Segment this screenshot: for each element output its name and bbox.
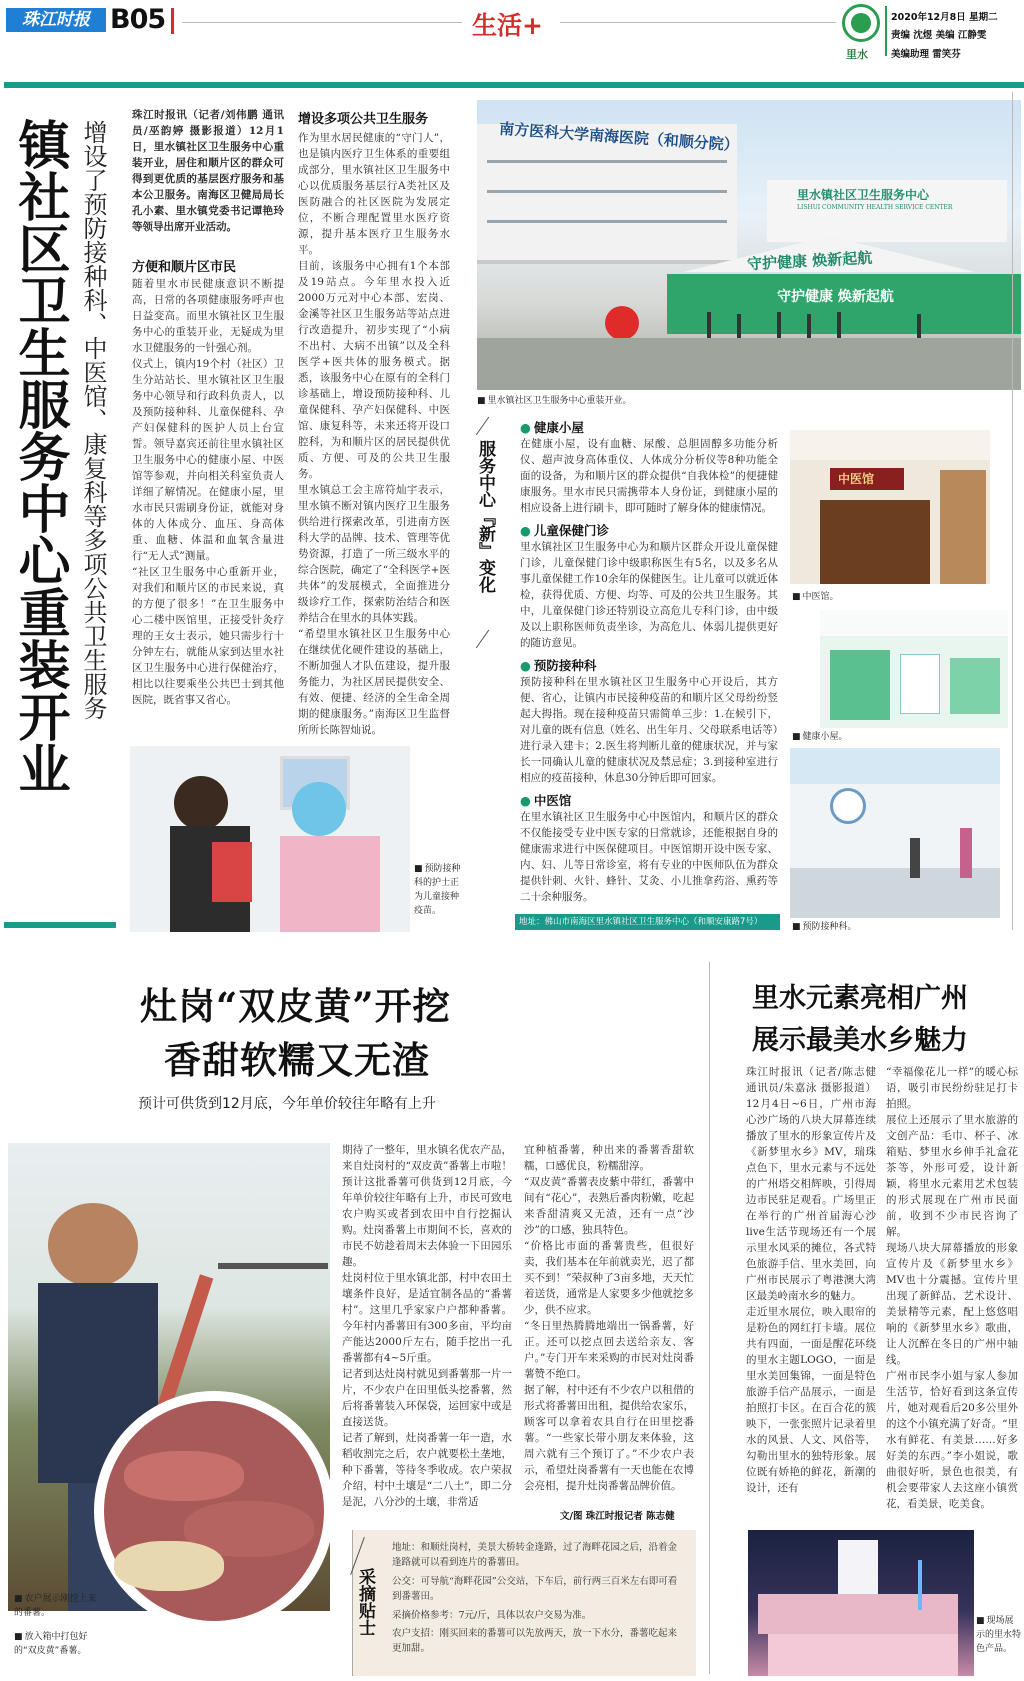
story1-subhead-2: 增设多项公共卫生服务: [298, 112, 429, 127]
page-number: B05: [110, 4, 166, 35]
newspaper-logo: [6, 8, 106, 32]
issue-date: 2020年12月8日 星期二: [891, 12, 998, 23]
service-center-vertical-label: 服务中心『新』变化: [475, 440, 495, 593]
story1-top-rule: [4, 82, 1024, 88]
story2-story3-divider: [709, 962, 710, 1674]
vertical-label-mark-top: [476, 417, 489, 436]
tips-price: 采摘价格参考：7元/斤，具体以农户交易为准。: [392, 1610, 592, 1621]
item-body-child-clinic: 里水镇社区卫生服务中心为和顺片区群众开设儿童保健门诊，儿童保健门诊中级职称医生有5名，以及多名从事儿童保健工作10余年的保健医生。让儿童可以就近体检，获得优质、方便、均等、可及的公共卫生服务。其中，儿童保健门诊还特别设立高危儿专科门诊，由中级及以上职称医师负责坐诊，为高危儿、体弱儿提供更好的随访意见。: [520, 541, 778, 649]
item-title-health-house: ● 健康小屋: [520, 418, 584, 436]
story1-main-photo-caption: ■ 里水镇社区卫生服务中心重装开业。: [477, 394, 632, 408]
story1-right-border: [1012, 92, 1013, 930]
item-title-vaccination: ● 预防接种科: [520, 656, 596, 674]
header-rule-left: [182, 22, 462, 23]
story2-byline: 文/图 珠江时报记者 陈志健: [560, 1511, 675, 1522]
tcm-hall-caption: ■ 中医馆。: [792, 590, 839, 604]
guangzhou-booth-caption: ■ 现场展示的里水特色产品。: [976, 1614, 1022, 1656]
picking-tips-label: 采摘贴士: [355, 1568, 375, 1636]
section-title: 生活+: [472, 11, 543, 40]
story1-subheadline: 增设了预防接种科、中医馆、康复科等多项公共卫生服务: [79, 120, 107, 720]
item-body-vaccination: 预防接种科在里水镇社区卫生服务中心开设后，其方便、省心，让镇内市民接种疫苗的和顺片区父母纷纷竖起大拇指。现在接种疫苗只需简单三步：1.在候引下，对儿童的既有信息（姓名、出生年月、父母联系电话等）进行录入建卡；2.医生将判断儿童的健康状况，并与家长一同确认儿童的健康状况及禁忌症；3.到接种室进行相应的疫苗接种，休息30分钟后即可回家。: [520, 676, 778, 784]
address-text: 地址：佛山市南海区里水镇社区卫生服务中心（和顺安康路7号）: [519, 917, 763, 927]
brand-divider: [885, 6, 887, 56]
header-divider: [171, 8, 174, 34]
story3-headline-line1: 里水元素亮相广州: [752, 983, 968, 1014]
item-body-tcm: 在里水镇社区卫生服务中心中医馆内，和顺片区的群众不仅能接受专业中医专家的日常就诊，还能根据自身的健康需求进行中医保健项目。中医馆期开设中医专家、内、妇、儿等日常诊室，将有专业的中医师队伍为群众提供针刺、火针、蜂针、艾灸、小儿推拿药浴、熏药等二十余种服务。: [520, 811, 778, 903]
story3-col1-body: 珠江时报讯（记者/陈志健 通讯员/朱嘉泳 摄影报道）12月4日~6日，广州市海心沙广场的八块大屏幕连续播放了里水的形象宣传片及《新梦里水乡》MV，瑞珠点色下，里水元素与不远处的广州塔交相辉映，引得周边市民驻足观看。广场里正在举行的广州首届海心沙live生活节现场还有一个展示里水风采的摊位，各式特色旅游手信、里水美回，向广州市民展示了粤港澳大湾区最美岭南水乡的魅力。 走近里水展位，映入眼帘的是粉色的网红打卡墙。展位共有四面，一面是醒花环绕的里水主题LOGO，一面是里水美回集锦，一面是特色旅游手信产品展示，一面是拍照打卡区。在百合花的簇映下，一张张照片记录着里水的风景、人文、风俗等，勾勒出里水的独特形象。展位既有娇艳的鲜花，新潮的设计，还有: [746, 1066, 876, 1494]
item-title-tcm: ● 中医馆: [520, 791, 571, 809]
story1-headline: 镇社区卫生服务中心重装开业: [9, 118, 70, 794]
tips-bus: 公交：可导航“海畔花园”公交站，下车后，前行两三百米左右即可看到番薯田。: [392, 1576, 678, 1602]
vaccination-right-caption: ■ 预防接种科。: [792, 920, 857, 934]
story2-headline-line1: 灶岗“双皮黄”开挖: [140, 984, 451, 1028]
story1-main-photo: [477, 100, 1021, 390]
center-sign: 里水镇社区卫生服务中心: [797, 188, 930, 202]
story2-headline-line2: 香甜软糯又无渣: [164, 1038, 430, 1082]
tcm-hall-sign: 中医馆: [838, 472, 875, 486]
nurse-vaccination-photo: [130, 746, 410, 932]
header-rule-right: [560, 22, 836, 23]
address-bar: [515, 914, 780, 930]
health-house-photo: [820, 610, 1008, 728]
story3-headline-line2: 展示最美水乡魅力: [752, 1025, 968, 1056]
tips-farmer: 农户支招：刚买回来的番薯可以先放两天，放一下水分，番薯吃起来更加甜。: [392, 1628, 678, 1654]
vaccination-photo: [790, 748, 1000, 918]
item-title-child-clinic: ● 儿童保健门诊: [520, 521, 609, 539]
item-body-health-house: 在健康小屋，设有血糖、尿酸、总胆固醇多功能分析仪、超声波身高体重仪、人体成分分析仪等8种功能全面的设备，为和顺片区的群众提供“自我体检”的便捷健康服务。里水市民只需携带本人身份证，到健康小屋的相应设备上进行刷卡，即可随时了解身体的健康情况。: [520, 438, 778, 514]
tent-banner: 守护健康 焕新起航: [746, 248, 873, 274]
story1-intro: 珠江时报讯（记者/刘伟鹏 通讯员/巫韵婷 摄影报道）12月1日，里水镇社区卫生服务中心重装开业，居住和顺片区的群众可得到更优质的基层医疗服务和基本公卫服务。南海区卫健局局长孔小素、里水镇党委书记谭艳玲等领导出席开业活动。: [132, 109, 284, 233]
guangzhou-booth-photo: [748, 1530, 974, 1676]
vertical-label-mark-bottom: [476, 630, 489, 649]
story2-deck: 预计可供货到12月底，今年单价较往年略有上升: [138, 1096, 436, 1112]
brand-emblem: [842, 4, 880, 42]
hospital-sign: 南方医科大学南海医院（和顺分院）: [498, 119, 740, 155]
story2-col2-body: 宜种植番薯，种出来的番薯香甜软糯，口感优良，粉糯甜淳。 “双皮黄”番薯表皮紫中带红，番薯中间有“花心”，表熟后番肉粉嫩，吃起来香甜清爽又无渣，还有一点“沙沙”的口感，独具特色。 “价格比市面的番薯贵些，但很好卖，我们基本在年前就卖光，迟了都买不到！”荣叔种了3亩多地，天天忙着送货，通常是人家要多少他就挖多少，供不应求。 “冬日里热腾腾地端出一锅番薯，好正。还可以挖点回去送给亲友、客户。”专门开车来采购的市民对灶岗番薯赞不绝口。 据了解，村中还有不少农户以租借的形式将番薯田出租，提供给农家乐，顾客可以拿着农具自行在田里挖番薯。“一些家长带小朋友来体验，这周六就有三个预订了。”不少农户表示，希望灶岗番薯有一天也能在农博会亮相，提升灶岗番薯品牌价值。: [524, 1144, 694, 1492]
nurse-vaccination-caption: ■ 预防接种科的护士正为儿童接种疫苗。: [414, 862, 464, 918]
editor-line-1: 责编 沈煜 美编 江静雯: [891, 30, 987, 41]
center-sign-en: LISHUI COMMUNITY HEALTH SERVICE CENTER: [797, 204, 953, 211]
tcm-hall-photo: [790, 430, 990, 584]
farmer-photo-caption-2: ■ 放入箱中打包好的“双皮黄”番薯。: [14, 1630, 104, 1658]
health-house-caption: ■ 健康小屋。: [792, 730, 848, 744]
story1-subhead-1: 方便和顺片区市民: [132, 260, 237, 275]
story1-col2-body: 作为里水居民健康的“守门人”，也是镇内医疗卫生体系的重要组成部分，里水镇社区卫生服务中心以优质服务基层行A类社区及医防融合的社区医院为发展定位，不断合理配置里水医疗资源，提升基本医疗卫生服务水平。 目前，该服务中心拥有1个本部及19站点。今年里水投入近2000万元对中心本部、宏岗、金溪等社区卫生服务站等站点进行改造提升，初步实现了“小病不出村、大病不出镇”以及全科医学+医共体的服务模式。据悉，该服务中心在原有的全科门诊基础上，增设预防接种科、儿童保健科、孕产妇保健科、中医馆、康复科等，未来还将开设口腔科，为和顺片区的居民提供优质、方便、可及的公共卫生服务。 里水镇总工会主席符灿宇表示，里水镇不断对镇内医疗卫生服务供给进行探索改革，引进南方医科大学的品牌、技术、管理等优势资源，打造了一所三级水平的综合医院，确定了“全科医学+医共体”的发展模式，全面推进分级诊疗工作，探索防治结合和医养结合在里水的具体实践。 “希望里水镇社区卫生服务中心在继续优化硬件建设的基础上，不断加强人才队伍建设，提升服务能力，为社区居民提供安全、有效、便捷、经济的全生命全周期的健康服务。”南海区卫生监督所所长陈智灿说。: [298, 132, 450, 736]
newspaper-logo-text: 珠江时报: [22, 10, 90, 30]
story1-col1-body: 随着里水市民健康意识不断提高，日常的各项健康服务呼声也日益变高。而里水镇社区卫生服务中心的重装开业，无疑成为里水卫健服务的一针强心剂。 仪式上，镇内19个村（社区）卫生分站站长、里水镇社区卫生服务中心领导和行政科负责人，以及预防接种科、儿童保健科、孕产妇保健科的医护人员上台宣誓。领导嘉宾还前往里水镇社区卫生服务中心的健康小屋、中医馆等参观，并向相关科室负责人详细了解情况。在健康小屋，里水市民只需刷身份证，就能对身体的人体成分、血压、身高体重、血糖、体温和血氧含量进行“无人式”测量。 “社区卫生服务中心重新开业，对我们和顺片区的市民来说，真的方便了很多！”在卫生服务中心二楼中医馆里，正接受针灸疗理的王女士表示，她只需步行十分钟左右，就能从家到达里水社区卫生服务中心进行保健治疗，相比以往要乘坐公共巴士到其他医院，既省事又省心。: [132, 278, 284, 706]
story1-bottom-rule: [4, 922, 116, 928]
story3-col2-body: “幸福像花儿一样”的暖心标语，吸引市民纷纷驻足打卡拍照。 展位上还展示了里水旅游的文创产品：毛巾、杯子、冰箱贴、梦里水乡伸手礼盒花茶等，外形可爱，设计新颖，将里水元素用艺术包装的形式展现在广州市民面前，收到不少市民咨询了解。 现场八块大屏幕播放的形象宣传片及《新梦里水乡》MV也十分震撼。宣传片里出现了新鲜品、艺术设计、美景精等元素，配上悠悠唱响的《新梦里水乡》歌曲，让人沉醉在冬日的广州中轴线。 广州市民李小姐与家人参加生活节，恰好看到这条宣传片，她对观看后20多公里外的这个小镇充满了好奇。“里水有鲜花、有美景……好多好美的东西。”李小姐说，歌曲很好听，景色也很美，有机会要带家人去这座小镇赏花，看美景，吃美食。: [886, 1066, 1018, 1510]
editor-line-2: 美编助理 雷笑芬: [891, 49, 961, 60]
story2-col1-body: 期待了一整年，里水镇名优农产品，来自灶岗村的“双皮黄”番薯上市啦！预计这批番薯可供货到12月底，今年单价较往年略有上升，市民可致电农户购买或者到农田中自行挖掘认购。灶岗番薯上市期间不长，喜欢的市民不妨趁着周末去体验一下田园乐趣。 灶岗村位于里水镇北部，村中农田土壤条件良好，是适宜制各品的“番薯村”。这里几乎家家户户都种番薯。今年村内番薯田有300多亩，平均亩产能达2000斤左右，随手挖出一孔番薯都有4~5斤重。 记者到达灶岗村就见到番薯那一片一片，不少农户在田里低头挖番薯，然后将番薯装入环保袋，运回家中或是直接送货。 记者了解到，灶岗番薯一年一造，水稻收割完之后，农户就要松土垄地，种下番薯，等待冬季收成。农户荣叔介绍，村中土壤是“二八土”，即二分是泥，八分沙的土壤，非常适: [342, 1144, 512, 1508]
brand-mark-text: 里水: [846, 48, 868, 61]
stage-banner: 守护健康 焕新起航: [777, 289, 894, 305]
tips-address: 地址：和顺灶岗村，美景大桥转金逢路，过了海畔花园之后，沿着金逢路就可以看到连片的番薯田。: [392, 1542, 678, 1568]
farmer-photo: [8, 1143, 330, 1611]
farmer-photo-caption-1: ■ 农户展示刚挖上来的番薯。: [14, 1592, 98, 1620]
